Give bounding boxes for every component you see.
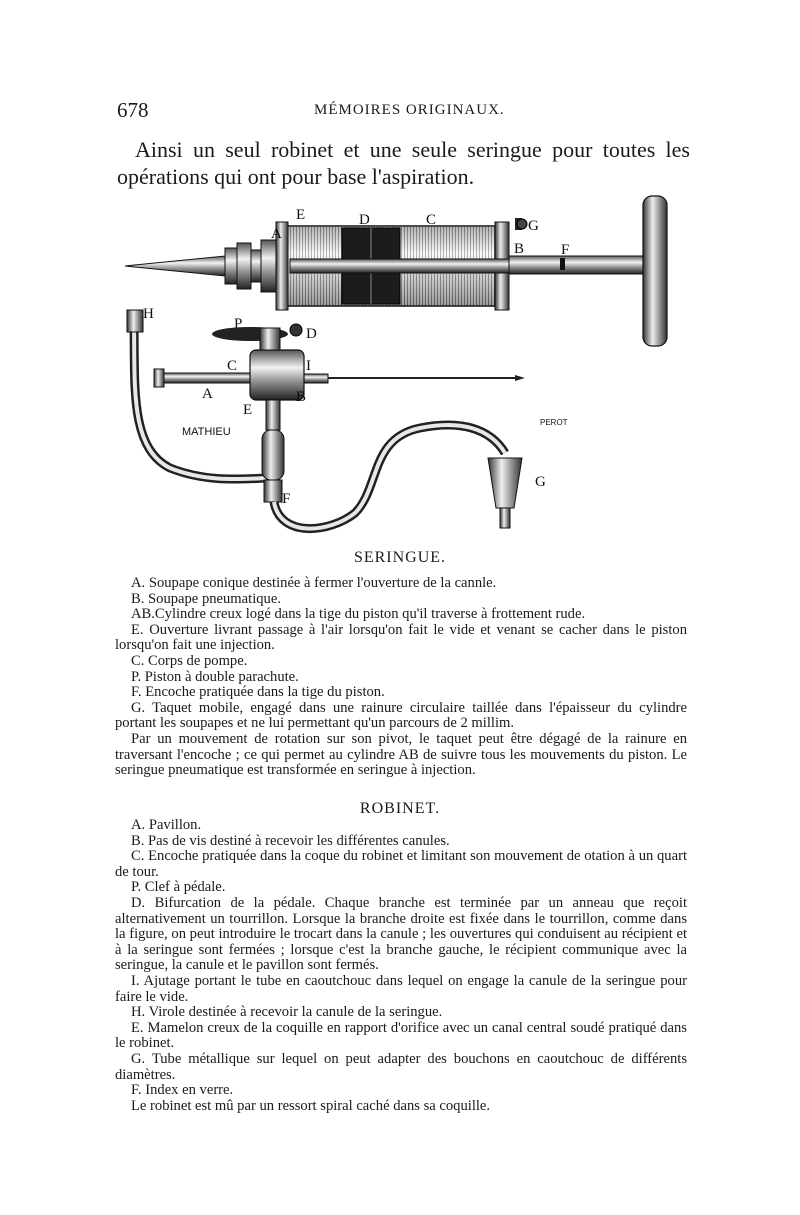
legend-item: A. Pavillon. bbox=[131, 817, 202, 833]
legend-item: D. Bifurcation de la pédale. Chaque branche est terminée par un anneau que reçoit alternativement un tourrillon. Lorsque la branche droite est fixée dans le tourrillon, comme dans la figure, on peut introduire le trocart dans la canule ; les ouvertures qui conduisent au récipient et à la seringue sont fermées ; lorsque c'est la branche gauche, le récipient communique avec la seringue, la canule et le pavillon sont fermés. bbox=[115, 894, 687, 974]
legend-item: C. Encoche pratiquée dans la coque du robinet et limitant son mouvement de otation à un quart de tour. bbox=[115, 848, 687, 880]
legend-item: C. Corps de pompe. bbox=[131, 652, 248, 669]
syringe-label-a: A bbox=[271, 226, 282, 242]
robinet-heading: ROBINET. bbox=[359, 800, 441, 817]
engraving-figure bbox=[110, 188, 690, 548]
legend-item: Le robinet est mû par un ressort spiral caché dans sa coquille. bbox=[131, 1097, 491, 1114]
stopcock-label-h: H bbox=[143, 306, 154, 322]
syringe-label-g: G bbox=[528, 218, 539, 234]
legend-item: E. Mamelon creux de la coquille en rapport d'orifice avec un canal central soudé pratiqué dans le robinet. bbox=[115, 1019, 687, 1052]
artist-signature: PEROT bbox=[540, 418, 568, 427]
stopcock-label-i: I bbox=[306, 358, 311, 374]
seringue-legend bbox=[115, 576, 687, 779]
syringe-label-b: B bbox=[514, 241, 525, 257]
syringe-label-e: E bbox=[296, 207, 306, 223]
legend-item: Par un mouvement de rotation sur son pivot, le taquet peut être dégagé de la rainure en traversant l'encoche ; ce qui permet au cylindre AB de suivre tous les mouvements du piston. Le seringue pneumatique est transformée en seringue à injection. bbox=[115, 730, 687, 779]
legend-item: G. Tube métallique sur lequel on peut adapter des bouchons en caoutchouc de différents diamètres. bbox=[115, 1050, 687, 1083]
seringue-heading: SERINGUE. bbox=[353, 549, 447, 566]
engraver-signature: MATHIEU bbox=[182, 426, 231, 438]
legend-item: A. Soupape conique destinée à fermer l'ouverture de la cannle. bbox=[131, 575, 497, 591]
legend-item: F. Index en verre. bbox=[131, 1082, 234, 1099]
intro-text: Ainsi un seul robinet et une seule seringue pour toutes les opérations qui ont pour base l'aspiration. bbox=[117, 137, 690, 189]
page-header bbox=[117, 98, 687, 122]
stopcock-label-a: A bbox=[202, 386, 213, 402]
legend-item: B. Soupape pneumatique. bbox=[131, 590, 281, 607]
stopcock-drawing bbox=[127, 306, 568, 529]
legend-item: P. Clef à pédale. bbox=[131, 879, 226, 896]
syringe-drawing bbox=[125, 196, 667, 346]
stopcock-label-c: C bbox=[227, 358, 238, 374]
legend-item: I. Ajutage portant le tube en caoutchouc dans lequel on engage la canule de la seringue pour faire le vide. bbox=[115, 972, 687, 1005]
stopcock-label-e: E bbox=[243, 402, 253, 418]
legend-item: E. Ouverture livrant passage à l'air lorsqu'on fait le vide et venant se cacher dans le piston lorsqu'on fait une injection. bbox=[115, 621, 687, 654]
syringe-label-c: C bbox=[426, 212, 437, 228]
stopcock-label-p: P bbox=[234, 316, 243, 332]
legend-item: H. Virole destinée à recevoir la canule de la seringue. bbox=[131, 1004, 443, 1021]
legend-item: P. Piston à double parachute. bbox=[131, 668, 299, 685]
syringe-label-d: D bbox=[359, 212, 370, 228]
legend-item: G. Taquet mobile, engagé dans une rainure circulaire taillée dans l'épaisseur du cylindre portant les soupapes et ne lui permettant qu'un parcours de 2 millim. bbox=[115, 699, 687, 732]
stopcock-label-d: D bbox=[306, 326, 317, 342]
stopcock-label-b: B bbox=[296, 389, 307, 405]
stopcock-label-g: G bbox=[535, 474, 546, 490]
stopcock-label-f: F bbox=[282, 491, 291, 507]
legend-item: AB.Cylindre creux logé dans la tige du piston qu'il traverse à frottement rude. bbox=[131, 606, 586, 623]
intro-paragraph bbox=[117, 136, 690, 190]
page-number: 678 bbox=[117, 98, 149, 122]
robinet-legend bbox=[115, 818, 687, 1114]
legend-item: F. Encoche pratiquée dans la tige du piston. bbox=[131, 684, 385, 701]
legend-item: B. Pas de vis destiné à recevoir les différentes canules. bbox=[131, 832, 450, 849]
running-title: MÉMOIRES ORIGINAUX. bbox=[314, 102, 505, 118]
syringe-label-f: F bbox=[561, 242, 570, 258]
